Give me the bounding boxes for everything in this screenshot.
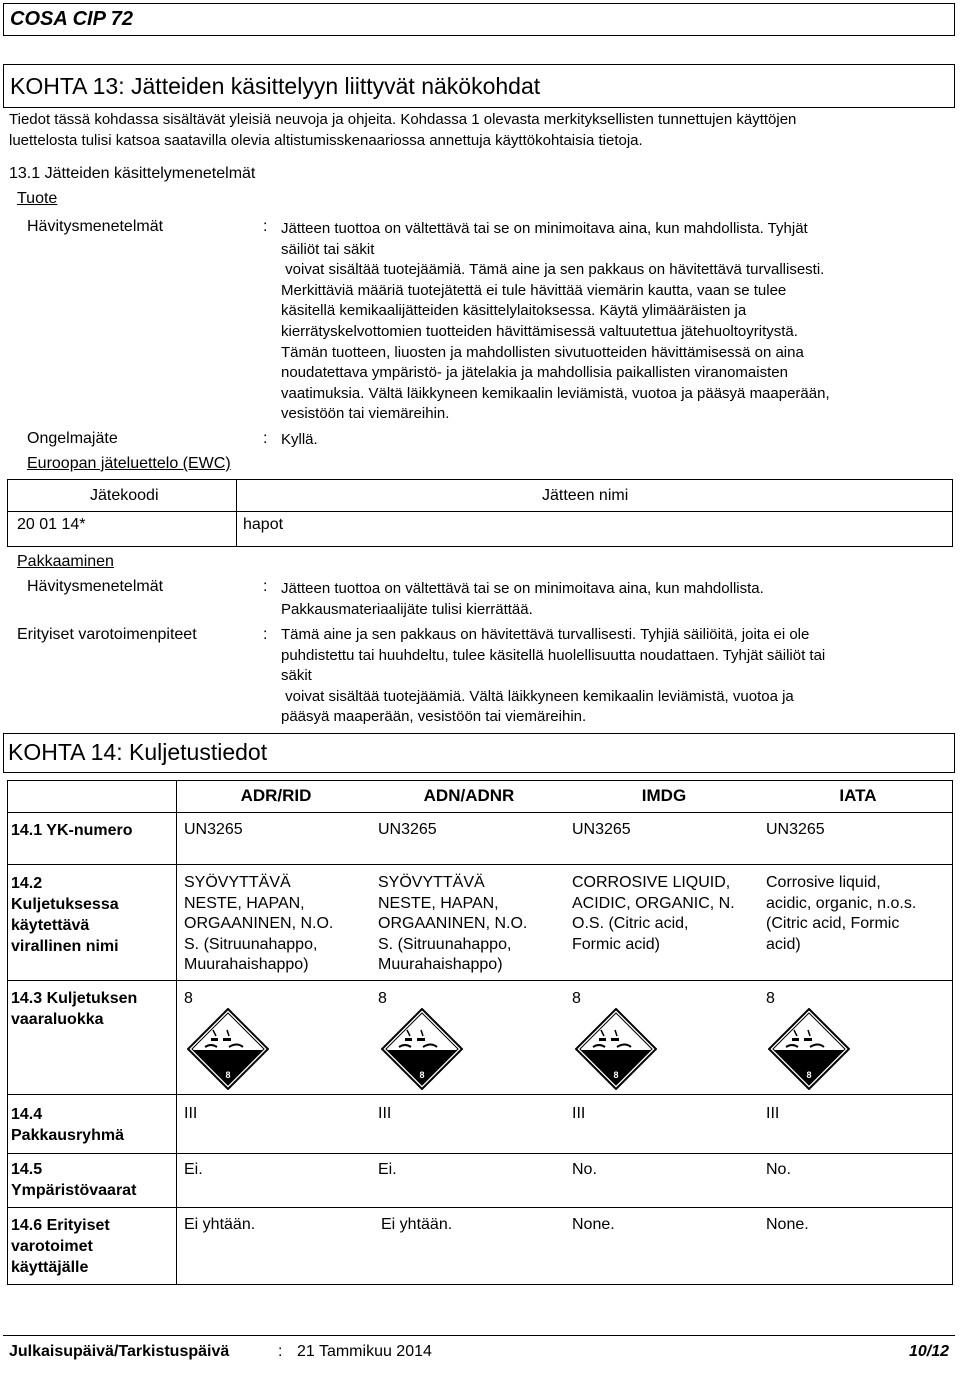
section-13-intro-line-2: luettelosta tulisi katsoa saatavilla olevia altistumisskenaariossa annettuja käyttökohtaisia tietoja. [9,132,643,149]
row-label-special-precautions [11,1215,110,1278]
disposal-line: Tämän tuotteen, liuosten ja mahdollisten sivutuotteiden hävittämisessä on aina [281,343,804,361]
row-label-line: 14.6 Erityiset [11,1217,110,1234]
corrosive-hazard-icon [575,1008,657,1090]
shipping-name-imdg [572,873,735,955]
cell-line: ORGAANINEN, N.O. [184,915,334,933]
footer-colon: : [278,1343,283,1360]
cell-line: Muurahaishappo) [184,956,309,974]
row-label-line: Kuljetuksessa [11,896,119,913]
section-14-header [3,733,955,773]
disposal-line: voivat sisältää tuotejäämiä. Tämä aine ja sen pakkaus on hävitettävä turvallisesti. [281,261,825,279]
hazardous-colon: : [263,430,268,447]
packaging-disposal-line: Jätteen tuottoa on vältettävä tai se on minimoitava aina, kun mahdollista. [281,580,764,597]
packaging-disposal-text [281,579,953,620]
transport-row-divider [7,812,953,813]
special-precautions-line: pääsyä maaperään, vesistöön tai viemäreihin. [281,708,587,726]
row-label-line: 14.3 Kuljetuksen [11,990,138,1007]
cell-line: SYÖVYTTÄVÄ [184,874,291,891]
disposal-colon: : [263,218,268,235]
cell-line: acid) [766,935,801,953]
un-adn: UN3265 [378,821,437,838]
disposal-text [281,219,953,425]
ewc-code-cell: 20 01 14* [17,516,86,533]
shipping-name-adn [378,873,527,976]
transport-col-adr: ADR/RID [240,786,312,805]
shipping-name-iata [766,873,916,955]
row-label-un-number: 14.1 YK-numero [11,822,133,839]
ewc-header-name: Jätteen nimi [542,487,629,504]
disposal-label: Hävitysmenetelmät [27,218,164,235]
footer-date: 21 Tammikuu 2014 [297,1343,432,1360]
disposal-line: Merkittäviä määriä tuotejätettä ei tule hävittää viemärin kautta, vaan se tulee [281,281,787,299]
pg-adr: III [184,1105,198,1122]
ewc-table-divider [236,479,237,547]
transport-col-adn: ADN/ADNR [423,786,515,805]
ewc-table-header-line [7,511,953,512]
section-13-title: KOHTA 13: Jätteiden käsittelyyn liittyvät näkökohdat [10,73,541,99]
hazardous-waste-label: Ongelmajäte [27,430,118,447]
class-iata: 8 [766,990,775,1007]
corrosive-hazard-icon [187,1008,269,1090]
pg-adn: III [378,1105,392,1122]
env-adr: Ei. [184,1161,203,1178]
special-adn: Ei yhtään. [381,1216,453,1233]
row-label-line: käyttäjälle [11,1259,89,1276]
cell-line: ACIDIC, ORGANIC, N. [572,894,735,912]
transport-row-divider [7,980,953,981]
special-precautions-line: säkit [281,667,312,685]
document-header [3,3,955,36]
disposal-line: säiliöt tai säkit [281,240,375,258]
cell-line: ORGAANINEN, N.O. [378,915,528,933]
pg-imdg: III [572,1105,586,1122]
class-imdg: 8 [572,990,581,1007]
pictogram-number: 8 [419,1070,425,1080]
transport-col-imdg: IMDG [641,786,687,805]
row-label-shipping-name [11,873,119,957]
env-adn: Ei. [378,1161,397,1178]
subsection-13-1-title: 13.1 Jätteiden käsittelymenetelmät [9,165,256,182]
cell-line: (Citric acid, Formic [766,915,900,933]
ewc-heading: Euroopan jäteluettelo (EWC) [27,455,231,472]
special-precautions-text [281,625,953,728]
packaging-disposal-label: Hävitysmenetelmät [27,578,164,595]
disposal-line: Jätteen tuottoa on vältettävä tai se on minimoitava aina, kun mahdollista. Tyhjät [281,220,808,237]
un-imdg: UN3265 [572,821,631,838]
transport-col-divider [176,780,177,1285]
row-label-line: käytettävä [11,917,90,934]
row-label-line: Pakkausryhmä [11,1127,124,1144]
row-label-env-hazards [11,1159,136,1201]
disposal-line: vaatimuksia. Vältä läikkyneen kemikaalin leviämistä, vuotoa ja pääsyä maaperään, [281,384,830,402]
cell-line: Formic acid) [572,935,661,953]
env-imdg: No. [572,1161,597,1178]
row-label-line: 14.5 [11,1161,43,1178]
cell-line: acidic, organic, n.o.s. [766,894,917,912]
cell-line: O.S. (Citric acid, [572,915,689,933]
disposal-line: noudatettava ympäristö- ja jätelakia ja mahdollisia paikallisten viranomaisten [281,364,788,382]
disposal-line: käsitellä kemikaalijätteiden käsittelylaitoksessa. Käytä ylimääräisten ja [281,302,747,320]
row-label-packing-group [11,1104,124,1146]
page-number: 10/12 [908,1343,949,1360]
cell-line: S. (Sitruunahappo, [184,935,318,953]
cell-line: NESTE, HAPAN, [378,894,499,912]
row-label-line: vaaraluokka [11,1011,104,1028]
special-precautions-line: voivat sisältää tuotejäämiä. Vältä läikkyneen kemikaalin leviämistä, vuotoa ja [281,687,794,705]
row-label-hazard-class [11,988,137,1030]
section-13-header [3,64,955,108]
transport-row-divider [7,864,953,865]
footer-divider [3,1335,955,1336]
disposal-line: kierrätyskelvottomien tuotteiden hävittämisessä valtuutettua jätehuoltoyritystä. [281,322,798,340]
special-adr: Ei yhtään. [184,1216,256,1233]
row-label-line: 14.4 [11,1106,43,1123]
transport-row-divider [7,1207,953,1208]
row-label-line: 14.2 [11,875,43,892]
special-precautions-colon: : [263,626,268,643]
packaging-disposal-colon: : [263,578,268,595]
un-iata: UN3265 [766,821,825,838]
hazardous-waste-value: Kyllä. [281,431,318,448]
cell-line: CORROSIVE LIQUID, [572,874,731,891]
transport-row-divider [7,1153,953,1154]
cell-line: Muurahaishappo) [378,956,503,974]
pictogram-number: 8 [806,1070,812,1080]
un-adr: UN3265 [184,821,243,838]
disposal-line: vesistöön tai viemäreihin. [281,405,450,423]
ewc-name-cell: hapot [243,516,284,533]
pictogram-number: 8 [225,1070,231,1080]
footer-date-label: Julkaisupäivä/Tarkistuspäivä [9,1343,230,1360]
section-13-intro-line-1: Tiedot tässä kohdassa sisältävät yleisiä neuvoja ja ohjeita. Kohdassa 1 olevasta merkityksellisten tunnettujen käyttöjen [9,111,797,128]
special-precautions-label: Erityiset varotoimenpiteet [17,626,197,643]
row-label-line: Ympäristövaarat [11,1182,137,1199]
transport-row-divider [7,1094,953,1095]
class-adr: 8 [184,990,193,1007]
cell-line: S. (Sitruunahappo, [378,935,512,953]
section-14-title: KOHTA 14: Kuljetustiedot [8,739,268,765]
pictogram-number: 8 [613,1070,619,1080]
packaging-disposal-line: Pakkausmateriaalijäte tulisi kierrättää. [281,600,533,618]
packaging-heading: Pakkaaminen [17,553,114,570]
class-adn: 8 [378,990,387,1007]
ewc-header-code: Jätekoodi [90,487,159,504]
special-precautions-line: puhdistettu tai huuhdeltu, tulee käsitellä huolellisuutta noudattaen. Tyhjät säiliöt tai [281,646,826,664]
cell-line: NESTE, HAPAN, [184,894,305,912]
env-iata: No. [766,1161,791,1178]
corrosive-hazard-icon [768,1008,850,1090]
special-iata: None. [766,1216,809,1233]
row-label-line: virallinen nimi [11,938,119,955]
transport-col-iata: IATA [839,786,877,805]
special-imdg: None. [572,1216,615,1233]
cell-line: Corrosive liquid, [766,874,881,891]
pg-iata: III [766,1105,780,1122]
corrosive-hazard-icon [381,1008,463,1090]
row-label-line: varotoimet [11,1238,93,1255]
cell-line: SYÖVYTTÄVÄ [378,874,485,891]
shipping-name-adr [184,873,333,976]
special-precautions-line: Tämä aine ja sen pakkaus on hävitettävä turvallisesti. Tyhjiä säiliöitä, joita ei ole [281,626,810,643]
product-name: COSA CIP 72 [10,8,133,30]
product-heading: Tuote [17,190,58,207]
